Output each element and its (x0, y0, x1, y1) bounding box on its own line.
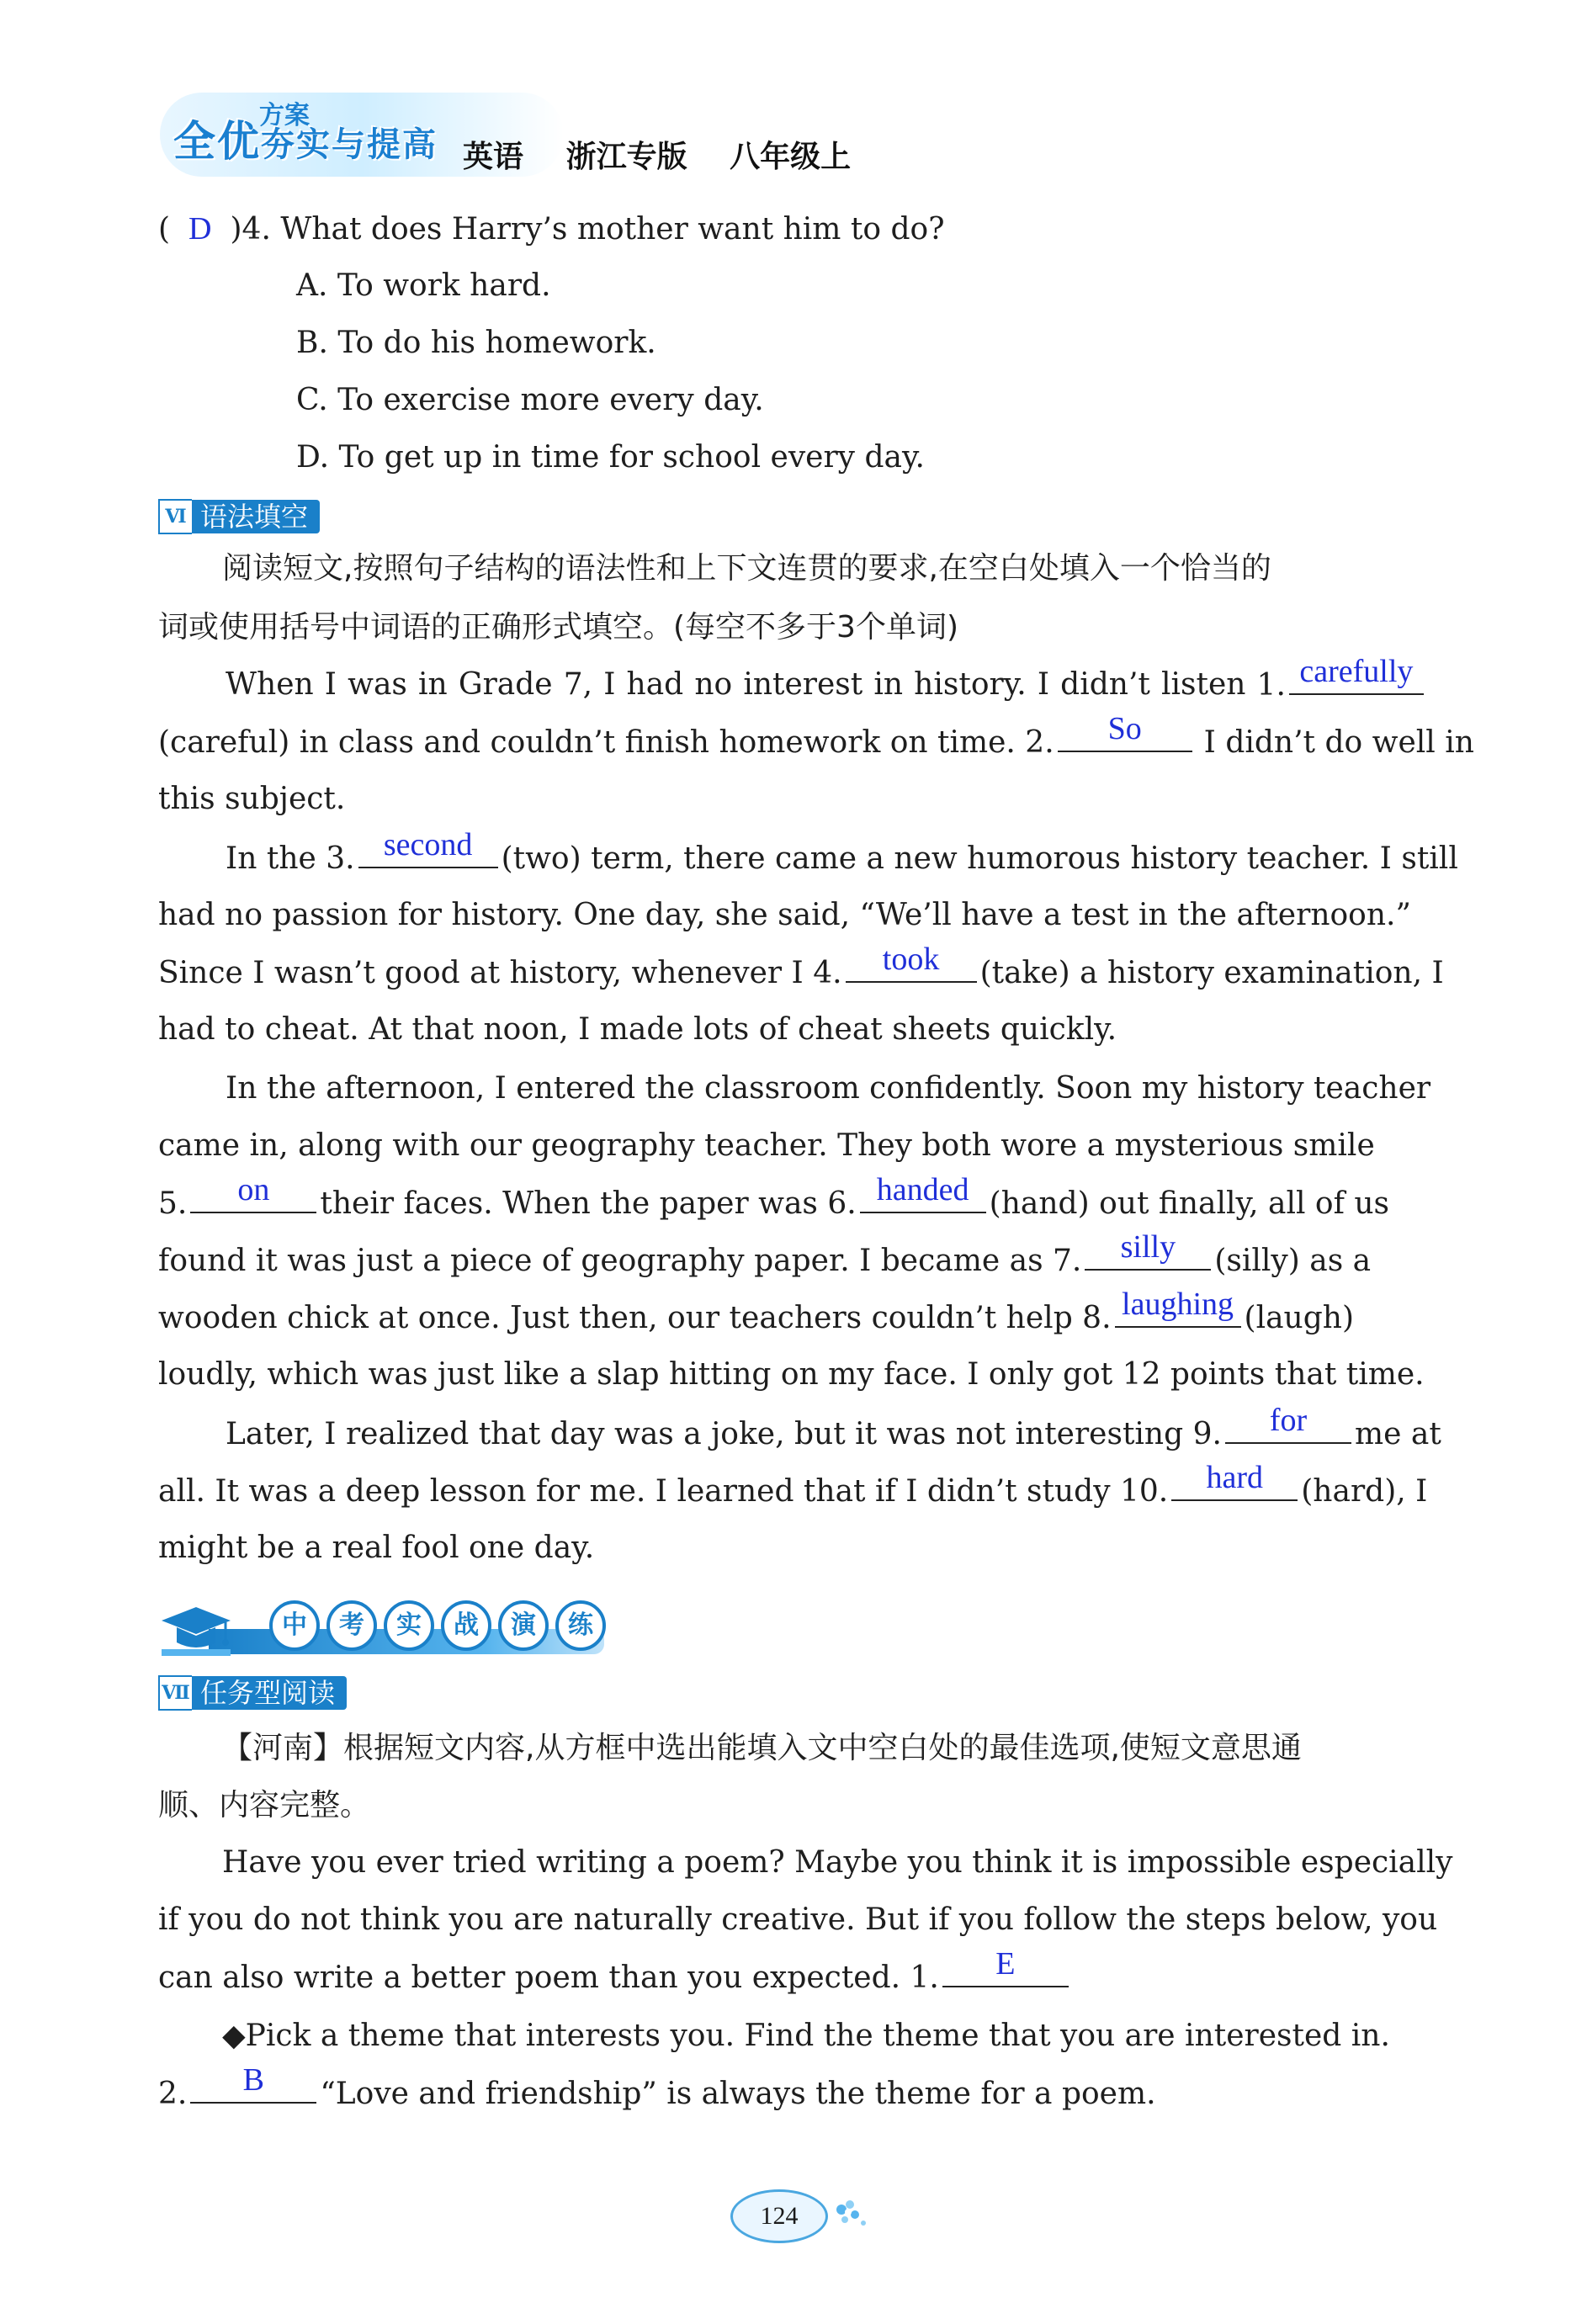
banner-char: 实 (384, 1600, 434, 1651)
blank-4[interactable] (846, 944, 977, 983)
logo-main-text: 全优夯实与提高 (173, 117, 438, 166)
blank-8[interactable] (1115, 1289, 1241, 1328)
section-6-number: Ⅵ (158, 499, 192, 534)
task-passage-line-5: 2. B “Love and friendship” is always the theme for a poem. (158, 2062, 1156, 2111)
answer-10: hard (1206, 1460, 1264, 1495)
banner-char: 练 (555, 1600, 606, 1651)
answer-3: second (383, 827, 473, 862)
banner-char: 战 (441, 1600, 491, 1651)
banner-char: 考 (326, 1600, 377, 1651)
answer-5: on (237, 1172, 270, 1207)
option-a: A. To work hard. (296, 268, 551, 303)
section-6-instruction-1: 阅读短文,按照句子结构的语法性和上下文连贯的要求,在空白处填入一个恰当的 (222, 551, 1271, 586)
graduation-cap-icon (158, 1602, 234, 1658)
passage-3-line-1: In the afternoon, I entered the classroom confidently. Soon my history teacher (226, 1071, 1431, 1106)
task-answer-1: E (995, 1946, 1016, 1982)
blank-3[interactable] (358, 827, 498, 868)
passage-3-line-4: found it was just a piece of geography paper. I became as 7. silly (silly) as a (158, 1229, 1372, 1278)
task-answer-2: B (242, 2062, 265, 2098)
task-passage-line-4: ◆Pick a theme that interests you. Find the theme that you are interested in. (222, 2019, 1390, 2053)
answer-6: handed (876, 1172, 969, 1207)
answer-8: laughing (1122, 1287, 1234, 1322)
banner-title (269, 1600, 613, 1651)
task-blank-2[interactable] (190, 2062, 316, 2104)
banner-char: 演 (498, 1600, 549, 1651)
passage-3-line-2: came in, along with our geography teacher. They both wore a mysterious smile (158, 1128, 1375, 1163)
answer-9: for (1269, 1403, 1308, 1438)
section-7-title: 任务型阅读 (192, 1676, 347, 1710)
question-4-stem: ( D )4. What does Harry’s mother want him to do? (158, 211, 945, 247)
section-6-title: 语法填空 (192, 500, 320, 533)
blank-9[interactable] (1225, 1405, 1351, 1444)
passage-2-line-1: In the 3. second (two) term, there came a new humorous history teacher. I still (226, 827, 1458, 876)
header-subject: 英语 (463, 140, 524, 174)
passage-2-line-3: Since I wasn’t good at history, whenever I 4. took (take) a history examination, I (158, 942, 1444, 990)
header-grade: 八年级上 (730, 140, 852, 174)
passage-3-line-6: loudly, which was just like a slap hitting on my face. I only got 12 points that time. (158, 1357, 1425, 1392)
blank-5[interactable] (190, 1172, 316, 1213)
answer-7: silly (1120, 1229, 1176, 1265)
option-d: D. To get up in time for school every day. (296, 440, 925, 475)
blank-2[interactable] (1058, 711, 1192, 752)
blank-6[interactable] (860, 1172, 986, 1213)
option-b: B. To do his homework. (296, 326, 656, 360)
section-7-instruction-2: 顺、内容完整。 (158, 1788, 371, 1823)
section-6-heading (158, 498, 320, 535)
passage-4-line-3: might be a real fool one day. (158, 1531, 595, 1565)
decorative-flower-icon (821, 2193, 872, 2235)
question-4-answer: D (188, 211, 212, 247)
header-edition: 浙江专版 (565, 140, 687, 174)
section-7-instruction-1: 【河南】根据短文内容,从方框中选出能填入文中空白处的最佳选项,使短文意思通 (222, 1731, 1302, 1765)
blank-7[interactable] (1085, 1229, 1211, 1271)
task-blank-1[interactable] (942, 1946, 1069, 1987)
page-header (143, 93, 1489, 185)
answer-2: So (1107, 711, 1142, 746)
answer-1: carefully (1299, 654, 1414, 689)
task-passage-line-1: Have you ever tried writing a poem? Maybe you think it is impossible especially (222, 1845, 1453, 1880)
question-4-text: 4. What does Harry’s mother want him to do? (242, 212, 945, 247)
answer-4: took (882, 942, 940, 977)
task-passage-line-2: if you do not think you are naturally creative. But if you follow the steps below, you (158, 1902, 1438, 1937)
page-number: 124 (760, 2202, 799, 2230)
banner-char: 中 (269, 1600, 320, 1651)
blank-10[interactable] (1171, 1462, 1298, 1501)
passage-2-line-4: had to cheat. At that noon, I made lots of cheat sheets quickly. (158, 1012, 1117, 1047)
blank-1[interactable] (1289, 656, 1424, 695)
passage-2-line-2: had no passion for history. One day, she said, “We’ll have a test in the afternoon.” (158, 898, 1411, 932)
passage-3-line-3: 5. on their faces. When the paper was 6. handed (hand) out finally, all of us (158, 1172, 1390, 1221)
passage-4-line-1: Later, I realized that day was a joke, but it was not interesting 9. for me at (226, 1403, 1441, 1451)
passage-4-line-2: all. It was a deep lesson for me. I learned that if I didn’t study 10. hard (hard), I (158, 1460, 1428, 1509)
exam-practice-banner (158, 1599, 604, 1658)
passage-1-line-3: this subject. (158, 782, 346, 816)
option-c: C. To exercise more every day. (296, 383, 764, 417)
passage-1-line-1: When I was in Grade 7, I had no interest in history. I didn’t listen 1. carefully (226, 656, 1427, 714)
section-6-instruction-2: 词或使用括号中词语的正确形式填空。(每空不多于3个单词) (158, 610, 958, 645)
section-7-heading (158, 1674, 347, 1711)
passage-3-line-5: wooden chick at once. Just then, our teachers couldn’t help 8. laughing (laugh) (158, 1287, 1355, 1335)
logo-sub-text: 方案 (259, 101, 310, 130)
passage-1-line-2: (careful) in class and couldn’t finish homework on time. 2. So I didn’t do well in (158, 711, 1474, 760)
task-passage-line-3: can also write a better poem than you expected. 1. E (158, 1949, 1427, 2006)
page-footer (730, 2181, 882, 2257)
section-7-number: Ⅶ (158, 1675, 192, 1711)
header-book-info (463, 133, 883, 176)
